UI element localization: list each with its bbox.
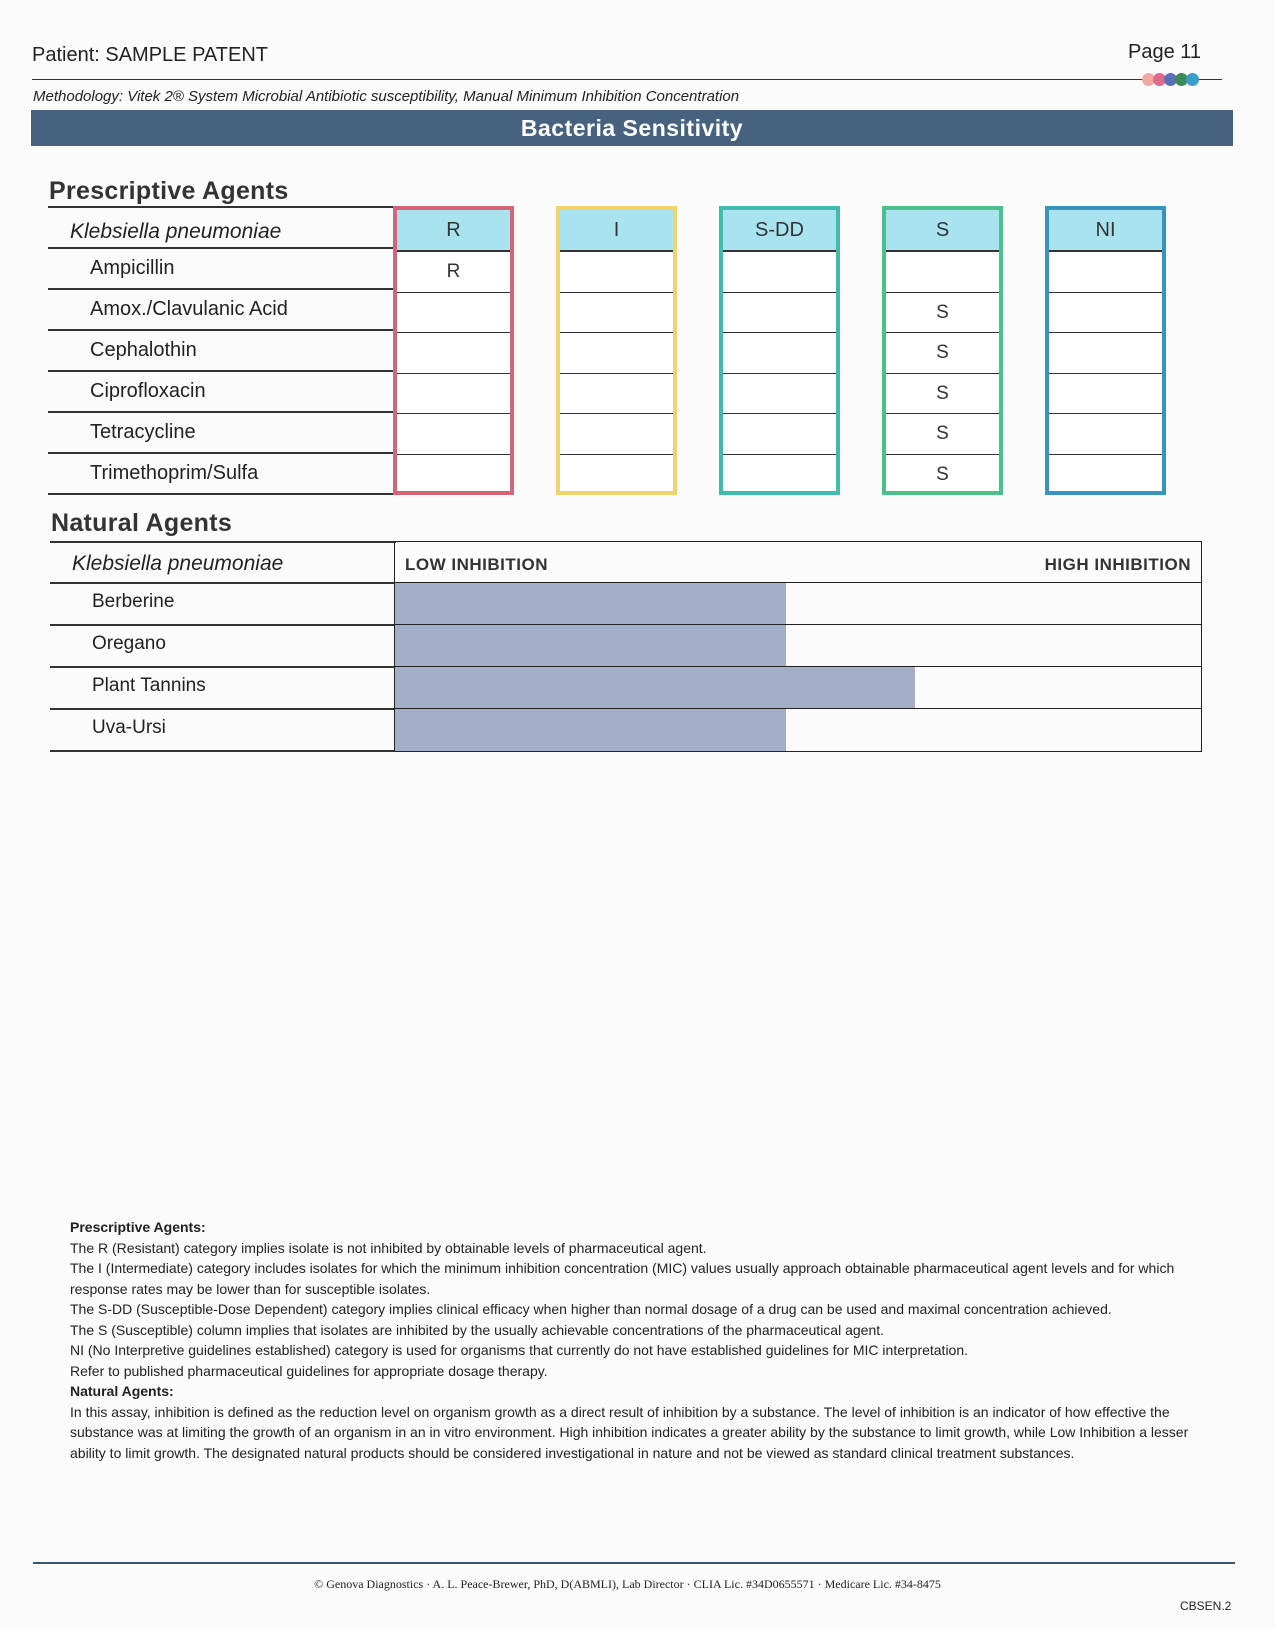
result-cell [723,252,836,293]
row-divider [50,582,396,584]
category-header: S [886,210,999,252]
prescriptive-organism: Klebsiella pneumoniae [70,220,282,243]
agent-label: Trimethoprim/Sulfa [90,462,259,484]
row-divider [50,750,396,752]
row-divider [50,708,396,710]
agent-label: Ciprofloxacin [90,380,206,402]
footer-divider [33,1562,1235,1564]
row-divider [48,206,393,208]
result-cell [397,455,510,496]
category-column-r [393,206,514,495]
header-divider [32,79,1222,80]
result-cell: S [936,463,949,485]
result-cell [397,414,510,455]
natural-heading: Natural Agents [51,509,233,537]
result-cell [560,414,673,455]
result-cell [723,374,836,415]
result-cell: R [397,252,510,293]
category-header: I [560,210,673,252]
result-cell [560,374,673,415]
agent-label: Cephalothin [90,339,197,361]
footnotes [70,1217,1195,1463]
prescriptive-notes-title: Prescriptive Agents: [70,1219,206,1235]
note-line: The I (Intermediate) category includes isolates for which the minimum inhibition concentration (MIC) values usually approach obtainable pharmaceutical agent levels and for which response rates may be lower than for susceptible isolates. [70,1260,1175,1297]
patient-name: Patient: SAMPLE PATENT [32,44,269,66]
category-header: NI [1049,210,1162,252]
inhibition-bar [395,709,786,751]
brand-dots [1144,73,1199,86]
agent-label: Ampicillin [90,257,175,279]
result-cell [1049,414,1162,455]
row-divider [48,370,393,372]
result-cell: S [886,333,999,374]
result-cell [560,333,673,374]
result-cell [1049,252,1162,293]
category-header: S-DD [723,210,836,252]
category-column-s [882,206,1003,495]
category-header: R [397,210,510,252]
inhibition-bar [395,667,915,708]
note-line: NI (No Interpretive guidelines established) category is used for organisms that currently do not have established guidelines for MIC interpretation. [70,1342,969,1358]
inhibition-scale-header [395,542,1201,583]
result-cell [560,455,673,496]
low-inhibition-label: LOW INHIBITION [405,555,548,574]
note-line: The S (Susceptible) column implies that isolates are inhibited by the usually achievable concentrations of the pharmaceutical agent. [70,1321,885,1338]
result-cell [560,252,673,293]
row-divider [50,666,396,668]
agent-label: Tetracycline [90,421,196,443]
row-divider [48,452,393,454]
note-line: Refer to published pharmaceutical guidelines for appropriate dosage therapy. [70,1362,548,1379]
brand-dot-icon [1186,73,1199,86]
result-cell [723,333,836,374]
category-column-s-dd [719,206,840,495]
natural-agent-label: Oregano [92,633,166,654]
natural-agent-label: Berberine [92,591,175,612]
natural-agent-label: Uva-Ursi [92,717,166,738]
result-cell [560,293,673,334]
inhibition-row [395,667,1201,709]
result-cell [397,374,510,415]
row-divider [48,411,393,413]
natural-notes-text: In this assay, inhibition is defined as the reduction level on organism growth as a direct result of inhibition by a substance. The level of inhibition is an indicator of how effective the substance was at limiting the growth of an organism in an in vitro environment. High inhibition indicates a greater ability by the substance to limit growth, while Low Inhibition a lesser ability to limit growth. The designated natural products should be considered investigational in nature and not be viewed as standard clinical treatment substances. [70,1403,1189,1461]
result-cell [1049,455,1162,496]
inhibition-row [395,583,1201,625]
prescriptive-notes [70,1238,1195,1382]
natural-notes-title: Natural Agents: [70,1383,174,1399]
row-divider [50,541,396,543]
result-cell: S [886,374,999,415]
result-cell [397,293,510,334]
inhibition-bar [395,625,786,666]
row-divider [48,493,393,495]
agent-label: Amox./Clavulanic Acid [90,298,288,320]
footer-copyright: © Genova Diagnostics · A. L. Peace-Brewer, PhD, D(ABMLI), Lab Director · CLIA Lic. #34D0655571 · Medicare Lic. #34-8475 [314,1577,941,1591]
category-column-ni [1045,206,1166,495]
result-cell: S [886,293,999,334]
inhibition-chart [394,541,1202,752]
document-code: CBSEN.2 [1180,1599,1232,1613]
result-cell [886,252,999,293]
note-line: The S-DD (Susceptible-Dose Dependent) category implies clinical efficacy when higher than normal dosage of a drug can be used and maximal concentration achieved. [70,1301,1112,1317]
methodology-note: Methodology: Vitek 2® System Microbial Antibiotic susceptibility, Manual Minimum Inhibition Concentration [33,88,740,105]
row-divider [48,329,393,331]
result-cell [1049,333,1162,374]
row-divider [48,288,393,290]
section-banner: Bacteria Sensitivity [31,110,1233,146]
result-cell [723,414,836,455]
natural-agent-label: Plant Tannins [92,675,206,696]
inhibition-rows [395,583,1201,751]
inhibition-row [395,625,1201,667]
page-number: Page 11 [1128,41,1202,63]
result-cell [397,333,510,374]
prescriptive-heading: Prescriptive Agents [49,177,289,205]
row-divider [50,624,396,626]
high-inhibition-label: HIGH INHIBITION [1044,555,1191,574]
result-cell: S [886,414,999,455]
result-cell [1049,374,1162,415]
inhibition-bar [395,583,786,624]
inhibition-row [395,709,1201,751]
result-cell [723,293,836,334]
result-cell [723,455,836,496]
result-cell [1049,293,1162,334]
category-column-i [556,206,677,495]
natural-organism: Klebsiella pneumoniae [72,552,284,575]
row-divider [48,247,393,249]
note-line: The R (Resistant) category implies isolate is not inhibited by obtainable levels of pharmaceutical agent. [70,1239,707,1256]
